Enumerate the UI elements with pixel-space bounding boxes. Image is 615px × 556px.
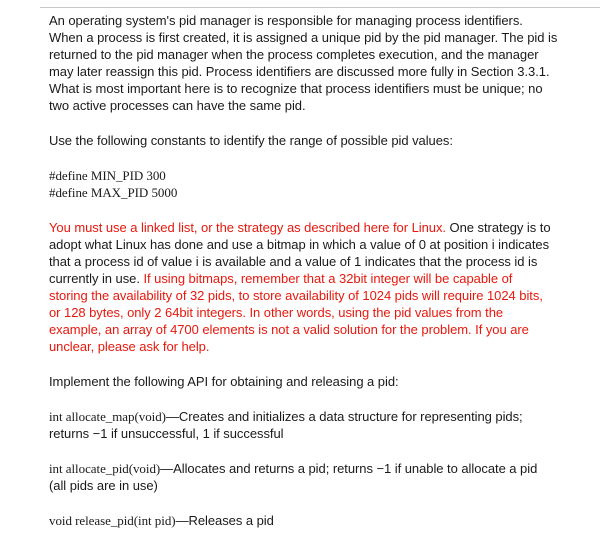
intro-line: When a process is first created, it is assigned a unique pid by the pid manager. The pid is xyxy=(49,30,558,45)
define-min-pid: #define MIN_PID 300 xyxy=(49,168,166,183)
intro-paragraph xyxy=(49,12,597,114)
define-max-pid: #define MAX_PID 5000 xyxy=(49,185,178,200)
assignment-text xyxy=(49,12,597,529)
strategy-line: that a process id of value i is available and a value of 1 indicates that the process id is xyxy=(49,254,538,269)
api-allocate-pid-line xyxy=(49,460,597,477)
intro-line: What is most important here is to recognize that process identifiers must be unique; no xyxy=(49,81,543,96)
strategy-paragraph xyxy=(49,219,597,355)
constants-intro xyxy=(49,132,597,149)
api-allocate-map xyxy=(49,408,597,442)
define-block xyxy=(49,167,597,201)
api-allocate-map-line xyxy=(49,408,597,425)
release-pid-description: —Releases a pid xyxy=(175,513,274,528)
allocate-map-description: —Creates and initializes a data structure for representing pids; xyxy=(165,409,523,424)
strategy-requirement-text: You must use a linked list, or the strategy as described here for Linux. xyxy=(49,220,446,235)
constants-intro-text: Use the following constants to identify the range of possible pid values: xyxy=(49,133,453,148)
intro-line: may later reassign this pid. Process identifiers are discussed more fully in Section 3.3.1. xyxy=(49,64,550,79)
allocate-pid-signature: int allocate_pid(void) xyxy=(49,461,161,476)
bitmap-note-line: example, an array of 4700 elements is not a valid solution for the problem. If you are xyxy=(49,322,529,337)
api-release-pid xyxy=(49,512,597,529)
bitmap-note-text: If using bitmaps, remember that a 32bit integer will be capable of xyxy=(139,271,513,286)
api-intro xyxy=(49,373,597,390)
intro-line: two active processes can have the same pid. xyxy=(49,98,306,113)
strategy-text: One strategy is to xyxy=(445,220,551,235)
intro-line: An operating system's pid manager is responsible for managing process identifiers. xyxy=(49,13,523,28)
api-allocate-pid xyxy=(49,460,597,494)
allocate-map-signature: int allocate_map(void) xyxy=(49,409,166,424)
allocate-pid-description: —Allocates and returns a pid; returns −1 if unable to allocate a pid xyxy=(160,461,538,476)
api-release-pid-line xyxy=(49,512,597,529)
strategy-line: adopt what Linux has done and use a bitmap in which a value of 0 at position i indicates xyxy=(49,237,550,252)
top-divider xyxy=(40,7,600,8)
bitmap-note-line: storing the availability of 32 pids, to store availability of 1024 pids will require 1024 bits, xyxy=(49,288,543,303)
strategy-line xyxy=(49,270,597,287)
strategy-text: currently in use. xyxy=(49,271,140,286)
allocate-pid-note: (all pids are in use) xyxy=(49,478,158,493)
release-pid-signature: void release_pid(int pid) xyxy=(49,513,176,528)
intro-line: returned to the pid manager when the process completes execution, and the manager xyxy=(49,47,539,62)
bitmap-note-line: or 128 bytes, only 2 64bit integers. In other words, using the pid values from the xyxy=(49,305,504,320)
api-intro-text: Implement the following API for obtaining and releasing a pid: xyxy=(49,374,399,389)
bitmap-note-line: unclear, please ask for help. xyxy=(49,339,210,354)
allocate-map-returns: returns −1 if unsuccessful, 1 if successful xyxy=(49,426,284,441)
strategy-line xyxy=(49,219,597,236)
